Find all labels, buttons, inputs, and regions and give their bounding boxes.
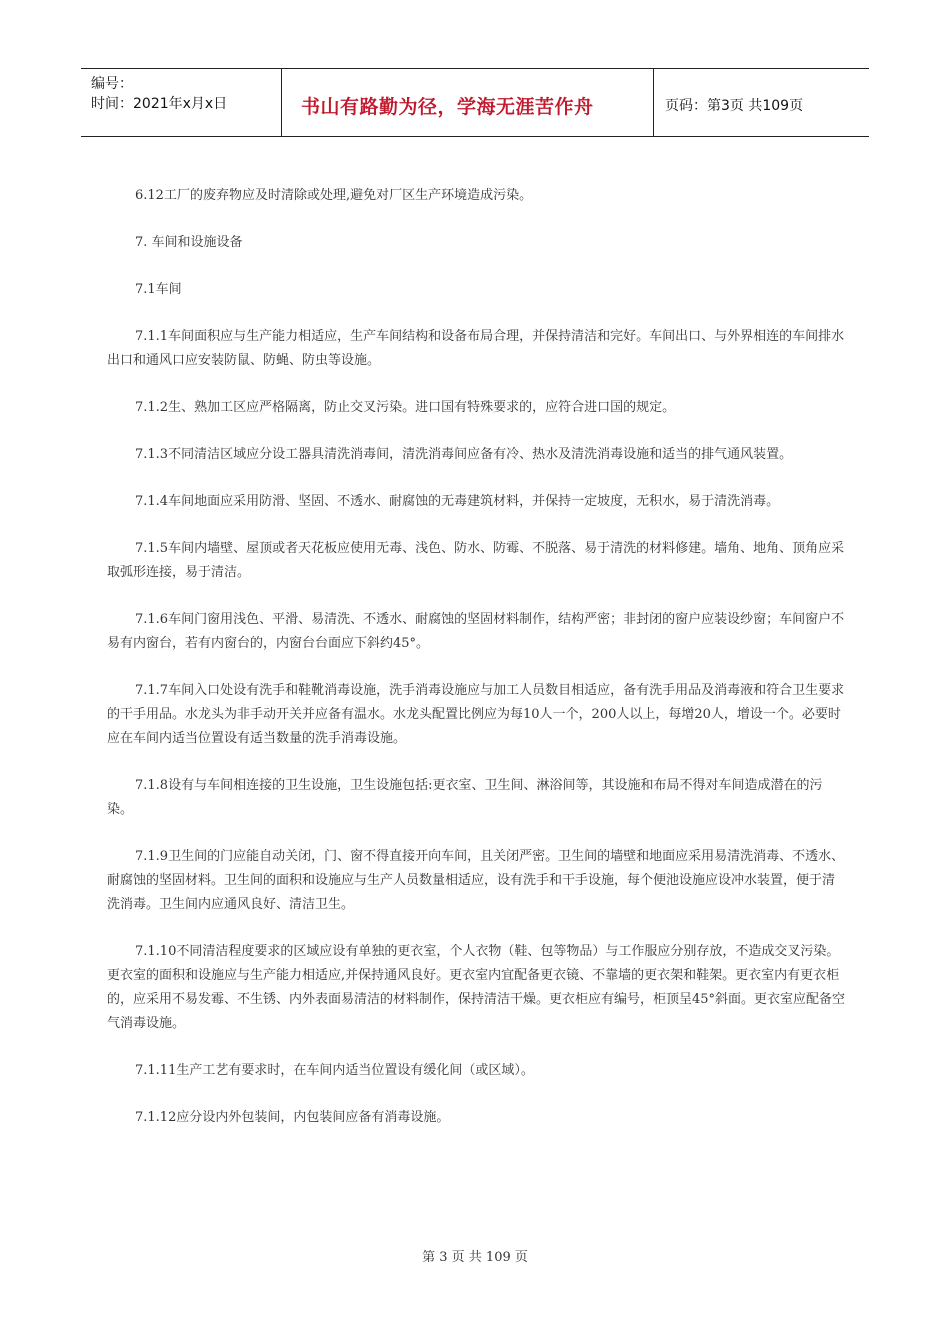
paragraph-7-1-6: 7.1.6车间门窗用浅色、平滑、易清洗、不透水、耐腐蚀的坚固材料制作，结构严密；非封闭的窗户应装设纱窗；车间窗户不易有内窗台，若有内窗台的，内窗台台面应下斜约45°。 bbox=[107, 612, 845, 651]
paragraph-7-1-7: 7.1.7车间入口处设有洗手和鞋靴消毒设施，洗手消毒设施应与加工人员数目相适应，备有洗手用品及消毒液和符合卫生要求的干手用品。水龙头为非手动开关并应备有温水。水龙头配置比例应为每10人一个，200人以上，每增20人，增设一个。必要时应在车间内适当位置设有适当数量的洗手消毒设施。 bbox=[107, 683, 845, 746]
paragraph-7-1-11: 7.1.11生产工艺有要求时，在车间内适当位置设有缓化间（或区域）。 bbox=[135, 1063, 534, 1078]
document-body bbox=[107, 184, 847, 1153]
paragraph-7-1-5: 7.1.5车间内墙壁、屋顶或者天花板应使用无毒、浅色、防水、防霉、不脱落、易于清洗的材料修建。墙角、地角、顶角应采取弧形连接，易于清洁。 bbox=[107, 541, 845, 580]
paragraph-7-1-2: 7.1.2生、熟加工区应严格隔离，防止交叉污染。进口国有特殊要求的，应符合进口国的规定。 bbox=[135, 400, 676, 415]
header-info-cell bbox=[81, 69, 282, 136]
paragraph-7-1-8: 7.1.8设有与车间相连接的卫生设施，卫生设施包括:更衣室、卫生间、淋浴间等，其设施和布局不得对车间造成潜在的污染。 bbox=[107, 778, 823, 817]
document-date: 时间：2021年x月x日 bbox=[91, 96, 228, 112]
paragraph-7-1-1: 7.1.1车间面积应与生产能力相适应，生产车间结构和设备布局合理，并保持清洁和完好。车间出口、与外界相连的车间排水出口和通风口应安装防鼠、防蝇、防虫等设施。 bbox=[107, 329, 845, 368]
paragraph-7-1-3: 7.1.3不同清洁区域应分设工器具清洗消毒间，清洗消毒间应备有冷、热水及清洗消毒设施和适当的排气通风装置。 bbox=[135, 447, 793, 462]
paragraph-7-1-4: 7.1.4车间地面应采用防滑、坚固、不透水、耐腐蚀的无毒建筑材料，并保持一定坡度，无积水，易于清洗消毒。 bbox=[135, 494, 780, 509]
section-heading-7-1: 7.1车间 bbox=[135, 282, 182, 297]
header-motto-cell bbox=[281, 69, 654, 136]
paragraph-7-1-12: 7.1.12应分设内外包装间，内包装间应备有消毒设施。 bbox=[135, 1110, 450, 1125]
page-header bbox=[81, 68, 869, 137]
page-footer: 第 3 页 共 109 页 bbox=[422, 1250, 528, 1265]
paragraph-6-12: 6.12工厂的废弃物应及时清除或处理,避免对厂区生产环境造成污染。 bbox=[135, 188, 533, 203]
header-motto: 书山有路勤为径，学海无涯苦作舟 bbox=[301, 96, 594, 118]
paragraph-7-1-10: 7.1.10不同清洁程度要求的区域应设有单独的更衣室，个人衣物（鞋、包等物品）与工作服应分别存放，不造成交叉污染。更衣室的面积和设施应与生产能力相适应,并保持通风良好。更衣室内宜配备更衣镜、不靠墙的更衣架和鞋架。更衣室内有更衣柜的，应采用不易发霉、不生锈、内外表面易清洁的材料制作，保持清洁干燥。更衣柜应有编号，柜顶呈45°斜面。更衣室应配备空气消毒设施。 bbox=[107, 944, 846, 1031]
header-page-cell bbox=[653, 69, 869, 136]
paragraph-7-1-9: 7.1.9卫生间的门应能自动关闭，门、窗不得直接开向车间，且关闭严密。卫生间的墙壁和地面应采用易清洗消毒、不透水、耐腐蚀的坚固材料。卫生间的面积和设施应与生产人员数量相适应，设有洗手和干手设施，每个便池设施应设冲水装置，便于清洗消毒。卫生间内应通风良好、清洁卫生。 bbox=[107, 849, 845, 912]
header-page-info: 页码：第3页 共109页 bbox=[665, 98, 804, 114]
document-number-label: 编号： bbox=[91, 76, 133, 92]
section-heading-7: 7. 车间和设施设备 bbox=[135, 235, 243, 250]
